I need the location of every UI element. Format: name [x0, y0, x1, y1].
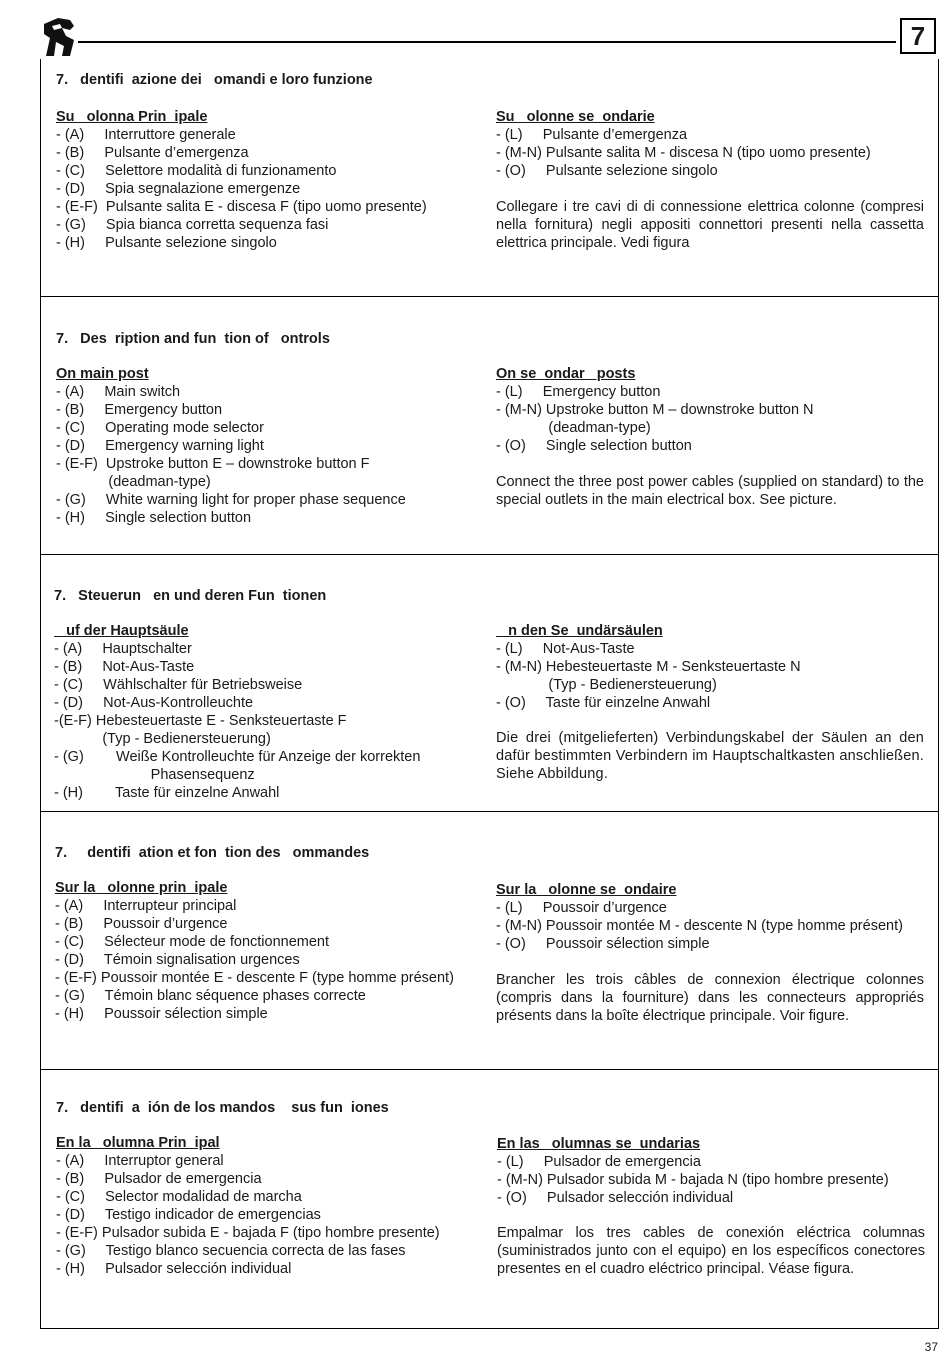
section-title: 7. dentifi a ión de los mandos sus fun iones: [56, 1100, 389, 1116]
list-item: - (G) Témoin blanc séquence phases correcte: [55, 988, 366, 1004]
header-rule: [78, 41, 896, 43]
list-item: - (B) Pulsante d’emergenza: [56, 145, 249, 161]
list-item: - (G) Spia bianca corretta sequenza fasi: [56, 217, 329, 233]
list-item: (Typ - Bedienersteuerung): [496, 677, 717, 693]
right-control-list: [497, 1153, 889, 1207]
list-item: - (C) Operating mode selector: [56, 420, 264, 436]
list-item: - (A) Interruptor general: [56, 1153, 224, 1169]
chapter-number: 7: [900, 18, 936, 54]
list-item: - (L) Not-Aus-Taste: [496, 641, 635, 657]
list-item: - (O) Single selection button: [496, 438, 692, 454]
list-item: - (A) Main switch: [56, 384, 181, 400]
list-item: - (M-N) Poussoir montée M - descente N (type homme présent): [496, 918, 903, 934]
right-column-heading: Su olonne se ondarie: [496, 109, 655, 125]
list-item: - (O) Pulsador selección individual: [497, 1190, 734, 1206]
list-item: - (D) Not-Aus-Kontrolleuchte: [54, 695, 254, 711]
right-column-heading: Sur la olonne se ondaire: [496, 882, 677, 898]
left-control-list: [56, 126, 427, 252]
list-item: - (B) Emergency button: [56, 402, 223, 418]
list-item: - (E-F) Upstroke button E – downstroke button F: [56, 456, 370, 472]
list-item: - (D) Spia segnalazione emergenze: [56, 181, 301, 197]
list-item: - (H) Pulsante selezione singolo: [56, 235, 277, 251]
list-item: - (C) Selector modalidad de marcha: [56, 1189, 302, 1205]
list-item: - (B) Poussoir d’urgence: [55, 916, 228, 932]
left-control-list: [56, 1152, 440, 1278]
list-item: - (G) Weiße Kontrolleuchte für Anzeige der korrekten: [54, 749, 421, 765]
list-item: -(E-F) Hebesteuertaste E - Senksteuertaste F: [54, 713, 347, 729]
list-item: - (E-F) Pulsador subida E - bajada F (tipo hombre presente): [56, 1225, 440, 1241]
list-item: - (C) Wählschalter für Betriebsweise: [54, 677, 303, 693]
list-item: - (A) Interrupteur principal: [55, 898, 237, 914]
list-item: - (L) Pulsador de emergencia: [497, 1154, 701, 1170]
list-item: - (B) Not-Aus-Taste: [54, 659, 195, 675]
list-item: - (A) Interruttore generale: [56, 127, 236, 143]
left-control-list: [54, 640, 420, 802]
section-title: 7. Steuerun en und deren Fun tionen: [54, 588, 327, 604]
section-divider: [40, 1069, 939, 1070]
list-item: - (C) Sélecteur mode de fonctionnement: [55, 934, 330, 950]
right-column-heading: On se ondar posts: [496, 366, 636, 382]
connection-note: Collegare i tre cavi di di connessione elettrica colonne (compresi nella fornitura) negli appositi connettori presenti nella cassetta elettrica principale. Vedi figura: [496, 199, 924, 251]
list-item: - (L) Pulsante d’emergenza: [496, 127, 688, 143]
connection-note: Connect the three post power cables (supplied on standard) to the special outlets in the main electrical box. See picture.: [496, 474, 924, 508]
right-column-heading: En las olumnas se undarias: [497, 1136, 701, 1152]
left-column-heading: Sur la olonne prin ipale: [55, 880, 228, 896]
left-control-list: [56, 383, 406, 527]
list-item: - (H) Taste für einzelne Anwahl: [54, 785, 280, 801]
left-column-heading: En la olumna Prin ipal: [56, 1135, 220, 1151]
left-column-heading: uf der Hauptsäule: [54, 623, 189, 639]
list-item: - (M-N) Pulsador subida M - bajada N (tipo hombre presente): [497, 1172, 889, 1188]
list-item: (deadman-type): [56, 474, 211, 490]
list-item: - (D) Emergency warning light: [56, 438, 264, 454]
list-item: - (O) Taste für einzelne Anwahl: [496, 695, 711, 711]
list-item: Phasensequenz: [54, 767, 255, 783]
section-title: 7. dentifi ation et fon tion des ommandes: [55, 845, 370, 861]
list-item: - (H) Poussoir sélection simple: [55, 1006, 268, 1022]
list-item: - (L) Poussoir d’urgence: [496, 900, 667, 916]
list-item: - (H) Pulsador selección individual: [56, 1261, 292, 1277]
list-item: - (O) Poussoir sélection simple: [496, 936, 710, 952]
list-item: (Typ - Bedienersteuerung): [54, 731, 271, 747]
list-item: - (G) White warning light for proper phase sequence: [56, 492, 406, 508]
list-item: - (D) Testigo indicador de emergencias: [56, 1207, 321, 1223]
section-title: 7. Des ription and fun tion of ontrols: [56, 331, 330, 347]
list-item: - (M-N) Upstroke button M – downstroke button N: [496, 402, 814, 418]
left-column-heading: On main post: [56, 366, 149, 382]
page-number: 37: [924, 1340, 938, 1354]
right-control-list: [496, 899, 903, 953]
list-item: - (B) Pulsador de emergencia: [56, 1171, 262, 1187]
left-column-heading: Su olonna Prin ipale: [56, 109, 208, 125]
right-control-list: [496, 126, 871, 180]
list-item: - (G) Testigo blanco secuencia correcta de las fases: [56, 1243, 406, 1259]
section-title: 7. dentifi azione dei omandi e loro funzione: [56, 72, 373, 88]
list-item: - (D) Témoin signalisation urgences: [55, 952, 300, 968]
list-item: - (A) Hauptschalter: [54, 641, 192, 657]
list-item: - (M-N) Hebesteuertaste M - Senksteuertaste N: [496, 659, 801, 675]
left-control-list: [55, 897, 454, 1023]
list-item: - (E-F) Pulsante salita E - discesa F (tipo uomo presente): [56, 199, 427, 215]
right-control-list: [496, 640, 801, 712]
list-item: - (H) Single selection button: [56, 510, 252, 526]
list-item: (deadman-type): [496, 420, 651, 436]
brand-logo-icon: [40, 16, 78, 58]
list-item: - (C) Selettore modalità di funzionamento: [56, 163, 337, 179]
section-divider: [40, 296, 939, 297]
list-item: - (L) Emergency button: [496, 384, 661, 400]
list-item: - (E-F) Poussoir montée E - descente F (type homme présent): [55, 970, 454, 986]
right-control-list: [496, 383, 814, 455]
connection-note: Brancher les trois câbles de connexion électrique colonnes (compris dans la fourniture) dans les connecteurs appropriés présents dans la boîte électrique principale. Voir figure.: [496, 972, 924, 1024]
section-divider: [40, 811, 939, 812]
list-item: - (O) Pulsante selezione singolo: [496, 163, 718, 179]
right-column-heading: n den Se undärsäulen: [496, 623, 663, 639]
connection-note: Die drei (mitgelieferten) Verbindungskabel der Säulen an den dafür bestimmten Verbindern im Hauptschaltkasten anschließen. Siehe Abbildung.: [496, 730, 924, 782]
section-divider: [40, 554, 939, 555]
connection-note: Empalmar los tres cables de conexión eléctrica columnas (suministrados junto con el equipo) en los específicos conectores presentes en el cuadro eléctrico principal. Véase figura.: [497, 1225, 925, 1277]
list-item: - (M-N) Pulsante salita M - discesa N (tipo uomo presente): [496, 145, 871, 161]
